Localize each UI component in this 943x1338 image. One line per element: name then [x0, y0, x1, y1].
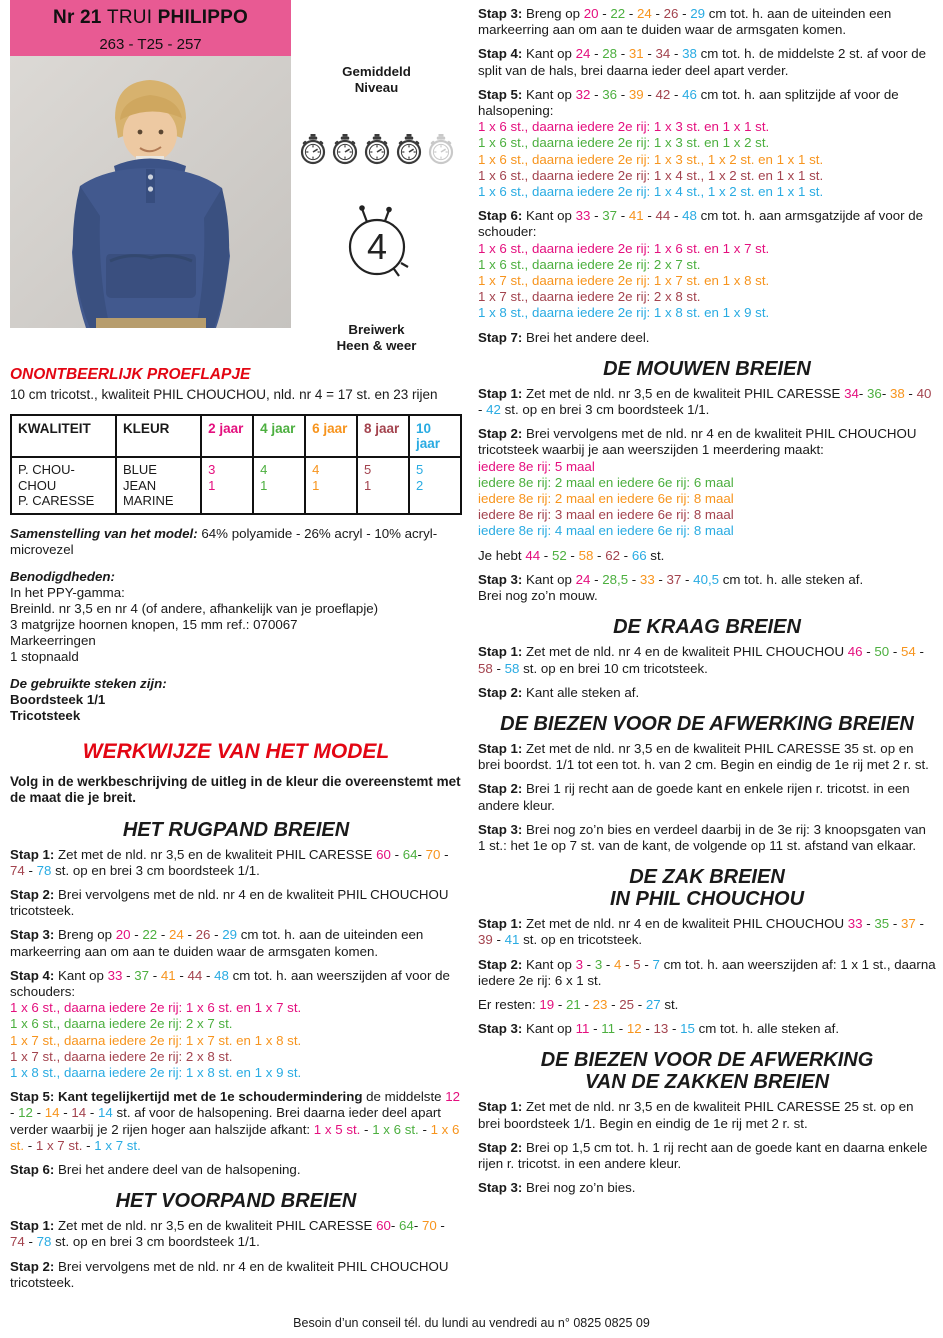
method-heading: WERKWIJZE VAN HET MODEL	[82, 739, 390, 763]
step-paragraph: Stap 1: Zet met de nld. nr 3,5 en de kwaliteit PHIL CARESSE 25 st. op en brei boordsteek 1/1. Begin en eindig de 1e rij met 2 r. st.	[478, 1099, 914, 1131]
left-instructions	[10, 819, 462, 1291]
step-paragraph: Stap 5: Kant op 32 - 36 - 39 - 42 - 46 cm tot. h. aan splitzijde af voor de halsopening: 1 x 6 st., daarna iedere 2e rij: 1 x 3 st. en 1 x 1 st. 1 x 6 st., daarna iedere 2e rij: 1 x 3 st. en 1 x 2 st. 1 x 6 st., daarna iedere 2e rij: 1 x 3 st., 1 x 2 st. en 1 x 1 st. 1 x 6 st., daarna iedere 2e rij: 1 x 4 st., 1 x 2 st. en 1 x 1 st. 1 x 6 st., daarna iedere 2e rij: 1 x 4 st., 1 x 2 st. en 1 x 1 st.	[478, 86, 899, 200]
step-paragraph: Stap 2: Brei vervolgens met de nld. nr 4 en de kwaliteit PHIL CHOUCHOU tricotsteek.	[10, 1258, 449, 1290]
stopwatch-icon	[331, 134, 359, 165]
pattern-type: TRUI	[107, 7, 158, 28]
table-cell	[11, 457, 116, 514]
step-paragraph: Stap 7: Brei het andere deel.	[478, 329, 650, 345]
table-cell-line: P. CARESSE	[18, 493, 95, 508]
table-cell-line: 1	[260, 477, 268, 493]
step-paragraph: Stap 1: Zet met de nld. nr 3,5 en de kwaliteit PHIL CARESSE 34- 36- 38 - 40 - 42 st. op en brei 3 cm boordsteek 1/1.	[478, 385, 932, 418]
table-cell-line: 2	[416, 477, 424, 493]
step-paragraph: Stap 2: Kant op 3 - 3 - 4 - 5 - 7 cm tot. h. aan weerszijden af: 1 x 1 st., daarna iedere 2e rij: 6 x 1 st.	[478, 956, 936, 988]
step-paragraph: Stap 2: Brei vervolgens met de nld. nr 4 en de kwaliteit PHIL CHOUCHOU tricotsteek waarbij je aan weerszijden 1 meerdering maakt: iedere 8e rij: 5 maal iedere 8e rij: 2 maal en iedere 6e rij: 6 maal iedere 8e rij: 2 maal en iedere 6e rij: 8 maal iedere 8e rij: 3 maal en iedere 6e rij: 8 maal iedere 8e rij: 4 maal en iedere 6e rij: 8 maal	[478, 426, 917, 539]
table-cell-line: 1	[312, 477, 320, 493]
right-instructions	[478, 6, 936, 1196]
alarm-clock-icon	[339, 201, 415, 283]
supplies	[10, 569, 462, 665]
table-header: 8 jaar	[357, 415, 409, 457]
step-paragraph: Je hebt 44 - 52 - 58 - 62 - 66 st.	[478, 547, 665, 563]
step-paragraph: Stap 3: Brei nog zo’n bies.	[478, 1180, 636, 1196]
text-line: Breinld. nr 3,5 en nr 4 (of andere, afhankelijk van je proeflapje)	[10, 600, 379, 616]
step-paragraph: Stap 6: Brei het andere deel van de halsopening.	[10, 1161, 301, 1177]
text-line: Niveau	[354, 80, 399, 95]
section-heading: DE BIEZEN VOOR DE AFWERKING VAN DE ZAKKEN BREIEN	[540, 1049, 874, 1094]
table-header: KWALITEIT	[11, 415, 116, 457]
pattern-title	[10, 0, 291, 29]
section-heading: HET RUGPAND BREIEN	[122, 818, 350, 841]
text-line: Heen & weer	[336, 338, 417, 353]
stopwatch-icon	[427, 134, 455, 165]
pattern-title-band	[10, 0, 291, 56]
table-cell	[116, 457, 201, 514]
pattern-number: Nr 21	[53, 7, 108, 28]
duration-clock	[291, 201, 462, 288]
table-cell-line: 5	[416, 462, 424, 477]
header	[10, 0, 462, 354]
step-paragraph: Stap 1: Zet met de nld. nr 3,5 en de kwaliteit PHIL CARESSE 35 st. op en brei boordst. 1/1 tot een tot. h. van 2 cm. Begin en eindig de 1e rij met 2 r. st.	[478, 740, 929, 773]
helpline-footer: Besoin d’un conseil tél. du lundi au vendredi au n° 0825 0825 09	[293, 1316, 650, 1330]
step-paragraph: Stap 1: Zet met de nld. nr 3,5 en de kwaliteit PHIL CARESSE 60 - 64- 70 - 74 - 78 st. op en brei 3 cm boordsteek 1/1.	[10, 846, 449, 878]
step-paragraph: Stap 2: Brei 1 rij recht aan de goede kant en enkele rijen r. tricotst. in een andere kleur.	[478, 781, 910, 813]
table-cell	[253, 457, 305, 514]
duration-value: 4	[366, 226, 387, 267]
table-cell-line: 3	[208, 462, 216, 477]
step-paragraph: Stap 2: Brei op 1,5 cm tot. h. 1 rij recht aan de goede kant en daarna enkele rijen r. tricotst. in een andere kleur.	[478, 1139, 928, 1171]
table-cell	[201, 457, 253, 514]
photo-block	[10, 0, 291, 354]
table-cell-line: 1	[208, 477, 216, 493]
pattern-ref: 263 - T25 - 257	[99, 36, 202, 53]
section-heading: HET VOORPAND BREIEN	[115, 1190, 357, 1213]
composition	[10, 526, 462, 558]
stitches	[10, 676, 462, 724]
step-paragraph: Stap 1: Zet met de nld. nr 4 en de kwaliteit PHIL CHOUCHOU 33 - 35 - 37 - 39 - 41 st. op en tricotsteek.	[478, 916, 924, 948]
table-cell-line: 1	[364, 477, 372, 493]
level-block	[291, 0, 462, 354]
table-header: 2 jaar	[201, 415, 253, 457]
table-header: 10 jaar	[409, 415, 461, 457]
stitches-lines	[10, 692, 462, 724]
table-header: KLEUR	[116, 415, 201, 457]
section-heading: DE BIEZEN VOOR DE AFWERKING BREIEN	[500, 712, 914, 735]
table-cell-line: BLUE	[122, 462, 157, 477]
step-paragraph: Stap 2: Brei vervolgens met de nld. nr 4 en de kwaliteit PHIL CHOUCHOU tricotsteek.	[10, 886, 449, 919]
gauge-section	[10, 366, 462, 402]
table-cell-line: P. CHOU-	[18, 462, 75, 477]
step-paragraph: Stap 2: Kant alle steken af.	[478, 684, 640, 700]
table-cell-line: 5	[364, 462, 372, 477]
composition-label: Samenstelling van het model:	[10, 525, 198, 541]
step-paragraph: Stap 5: Kant tegelijkertijd met de 1e schoudermindering de middelste 12 - 12 - 14 - 14 - 14 st. af voor de halsopening. Brei daarna ieder deel apart verder waarbij je 2 rijen hoger aan halszijde afkant: 1 x 5 st. - 1 x 6 st. - 1 x 6 st. - 1 x 7 st. - 1 x 7 st.	[10, 1089, 461, 1153]
supplies-label: Benodigdheden:	[10, 568, 115, 584]
section-heading: DE ZAK BREIEN IN PHIL CHOUCHOU	[609, 866, 805, 911]
section-heading: DE MOUWEN BREIEN	[603, 357, 811, 380]
step-paragraph: Stap 3: Breng op 20 - 22 - 24 - 26 - 29 cm tot. h. aan de uiteinden een markeerring aan om aan te duiden waar de armsgaten komen.	[478, 6, 892, 38]
difficulty-timers	[291, 134, 462, 165]
gauge-text: 10 cm tricotst., kwaliteit PHIL CHOUCHOU, nld. nr 4 = 17 st. en 23 rijen	[10, 387, 438, 402]
step-paragraph: Stap 1: Zet met de nld. nr 3,5 en de kwaliteit PHIL CARESSE 60- 64- 70 - 74 - 78 st. op en brei 3 cm boordsteek 1/1.	[10, 1218, 445, 1250]
text-line: 1 stopnaald	[10, 648, 79, 664]
text-line: In het PPY-gamma:	[10, 584, 125, 600]
text-line: 3 matgrijze hoornen knopen, 15 mm ref.: 070067	[10, 616, 298, 632]
step-paragraph: Stap 4: Kant op 33 - 37 - 41 - 44 - 48 cm tot. h. aan weerszijden af voor de schouders: 1 x 6 st., daarna iedere 2e rij: 1 x 6 st. en 1 x 7 st. 1 x 6 st., daarna iedere 2e rij: 2 x 7 st. 1 x 7 st., daarna iedere 2e rij: 1 x 7 st. en 1 x 8 st. 1 x 7 st., daarna iedere 2e rij: 2 x 8 st. 1 x 8 st., daarna iedere 2e rij: 1 x 8 st. en 1 x 9 st.	[10, 967, 450, 1080]
text-line: Tricotsteek	[10, 707, 81, 723]
step-paragraph: Stap 3: Brei nog zo’n bies en verdeel daarbij in de 3e rij: 3 knoopsgaten van 1 st.: het 1e op 7 st. van de kant, de volgende op 11 st. afstand van elkaar.	[478, 821, 926, 853]
difficulty-level	[291, 64, 462, 96]
table-header: 4 jaar	[253, 415, 305, 457]
gauge-heading: ONONTBEERLIJK PROEFLAPJE	[10, 366, 251, 383]
text-line: Boordsteek 1/1	[10, 691, 106, 707]
step-paragraph: Er resten: 19 - 21 - 23 - 25 - 27 st.	[478, 996, 679, 1012]
text-line: Breiwerk	[348, 322, 405, 337]
table-cell	[409, 457, 461, 514]
model-photo	[10, 56, 291, 328]
step-paragraph: Stap 3: Breng op 20 - 22 - 24 - 26 - 29 cm tot. h. aan de uiteinden een markeerring aan om aan te duiden waar de armsgaten komen.	[10, 927, 424, 959]
model-photo-illustration	[10, 56, 291, 328]
table-cell	[357, 457, 409, 514]
composition-text: 64% polyamide - 26% acryl - 10% acryl-microvezel	[10, 525, 438, 557]
table-cell	[305, 457, 357, 514]
right-column	[478, 6, 936, 1204]
table-cell-line: 4	[312, 462, 320, 477]
table-cell-line: 4	[260, 462, 268, 477]
stitches-label: De gebruikte steken zijn:	[10, 675, 167, 691]
left-column	[10, 0, 462, 1299]
stopwatch-icon	[299, 134, 327, 165]
stopwatch-icon	[363, 134, 391, 165]
step-paragraph: Stap 3: Kant op 11 - 11 - 12 - 13 - 15 cm tot. h. alle steken af.	[478, 1021, 840, 1037]
section-heading: DE KRAAG BREIEN	[613, 616, 801, 639]
supplies-lines	[10, 585, 462, 665]
step-paragraph: Stap 1: Zet met de nld. nr 4 en de kwaliteit PHIL CHOUCHOU 46 - 50 - 54 - 58 - 58 st. op en brei 10 cm tricotsteek.	[478, 644, 924, 676]
stopwatch-icon	[395, 134, 423, 165]
work-type	[291, 322, 462, 354]
table-cell-line: MARINE	[122, 493, 174, 508]
step-paragraph: Stap 3: Kant op 24 - 28,5 - 33 - 37 - 40,5 cm tot. h. alle steken af. Brei nog zo’n mouw.	[478, 571, 864, 604]
materials-table	[10, 414, 462, 515]
step-paragraph: Stap 6: Kant op 33 - 37 - 41 - 44 - 48 cm tot. h. aan armsgatzijde af voor de schouder: 1 x 6 st., daarna iedere 2e rij: 1 x 6 st. en 1 x 7 st. 1 x 6 st., daarna iedere 2e rij: 2 x 7 st. 1 x 7 st., daarna iedere 2e rij: 1 x 7 st. en 1 x 8 st. 1 x 7 st., daarna iedere 2e rij: 2 x 8 st. 1 x 8 st., daarna iedere 2e rij: 1 x 8 st. en 1 x 9 st.	[478, 208, 924, 321]
text-line: Gemiddeld	[342, 64, 411, 79]
method-intro: Volg in de werkbeschrijving de uitleg in de kleur die overeenstemt met de maat die je breit.	[10, 773, 461, 805]
text-line: Markeerringen	[10, 632, 96, 648]
pattern-name: PHILIPPO	[157, 7, 248, 28]
table-header: 6 jaar	[305, 415, 357, 457]
table-cell-line: JEAN	[122, 477, 157, 493]
table-cell-line: CHOU	[18, 477, 57, 493]
step-paragraph: Stap 4: Kant op 24 - 28 - 31 - 34 - 38 cm tot. h. de middelste 2 st. af voor de split van de hals, brei daarna ieder deel apart verder.	[478, 46, 926, 78]
